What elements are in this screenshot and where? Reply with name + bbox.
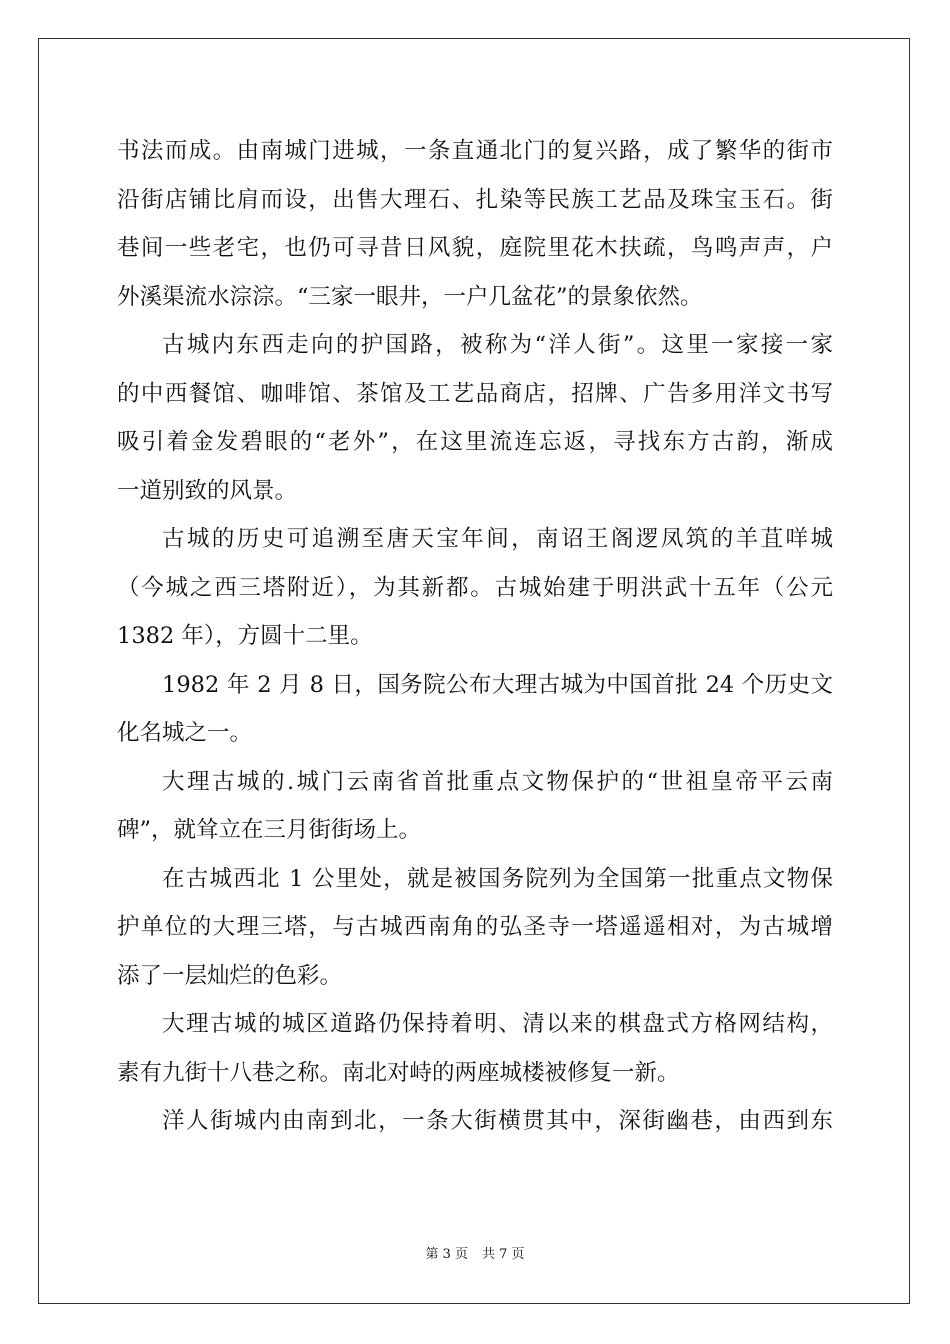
text-line: 素有九街十八巷之称。南北对峙的两座城楼被修复一新。 xyxy=(117,1059,680,1086)
text-line: 1382 年），方圆十二里。 xyxy=(117,623,373,649)
text-line: 巷间一些老宅，也仍可寻昔日风貌，庭院里花木扶疏，鸟鸣声声，户 xyxy=(117,235,833,261)
text-line: 护单位的大理三塔，与古城西南角的弘圣寺一塔遥遥相对，为古城增 xyxy=(117,914,833,940)
text-line: 碑”，就耸立在三月街街场上。 xyxy=(117,817,422,843)
document-body xyxy=(117,127,833,1146)
paragraph-first-line: 在古城西北 1 公里处，就是被国务院列为全国第一批重点文物保 xyxy=(162,865,833,892)
text-line: 添了一层灿烂的色彩。 xyxy=(117,962,343,989)
paragraph-first-line: 大理古城的.城门云南省首批重点文物保护的“世祖皇帝平云南 xyxy=(162,768,833,795)
paragraph-first-line: 大理古城的城区道路仍保持着明、清以来的棋盘式方格网结构， xyxy=(162,1011,833,1037)
text-line: 书法而成。由南城门进城，一条直通北门的复兴路，成了繁华的街市 xyxy=(117,138,833,164)
paragraph-first-line: 古城内东西走向的护国路，被称为“洋人街”。这里一家接一家 xyxy=(162,332,833,358)
text-line: 一道别致的风景。 xyxy=(117,477,298,504)
text-line: 化名城之一。 xyxy=(117,720,253,746)
paragraph-first-line: 1982 年 2 月 8 日，国务院公布大理古城为中国首批 24 个历史文 xyxy=(162,671,833,698)
text-line: 的中西餐馆、咖啡馆、茶馆及工艺品商店，招牌、广告多用洋文书写 xyxy=(117,380,833,407)
page-number: 第 3 页 xyxy=(425,1247,468,1262)
paragraph-first-line: 洋人街城内由南到北，一条大街横贯其中，深街幽巷，由西到东 xyxy=(162,1108,833,1134)
text-line: 沿街店铺比肩而设，出售大理石、扎染等民族工艺品及珠宝玉石。街 xyxy=(117,186,833,213)
text-line: 吸引着金发碧眼的“老外”，在这里流连忘返，寻找东方古韵，渐成 xyxy=(117,429,833,455)
text-line: 外溪渠流水淙淙。“三家一眼井，一户几盆花”的景象依然。 xyxy=(117,283,703,310)
text-line: （今城之西三塔附近），为其新都。古城始建于明洪武十五年（公元 xyxy=(117,574,833,601)
page-total: 共 7 页 xyxy=(482,1247,525,1262)
page-footer xyxy=(0,1243,950,1262)
paragraph-first-line: 古城的历史可追溯至唐天宝年间，南诏王阁逻凤筑的羊苴咩城 xyxy=(162,526,833,552)
